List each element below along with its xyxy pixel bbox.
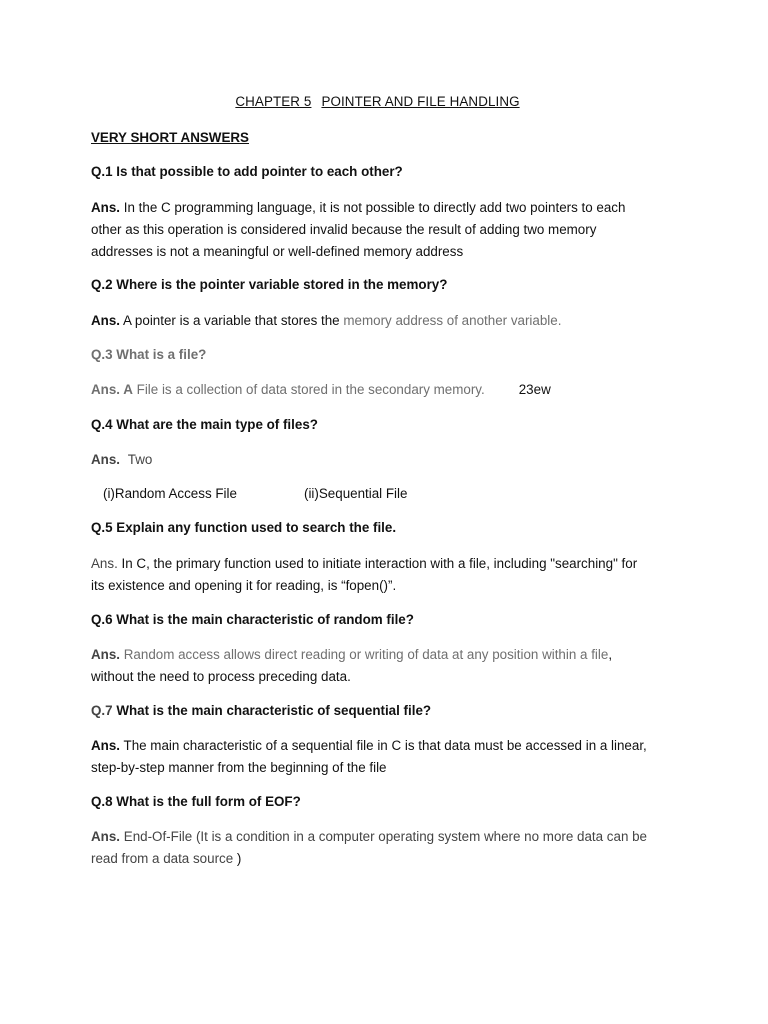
- section-heading: VERY SHORT ANSWERS: [91, 130, 249, 145]
- answer-text-grey: memory address of another variable.: [343, 313, 562, 328]
- answer-text: In C, the primary function used to initiate interaction with a file, including "searching" for: [121, 556, 638, 571]
- answer-7-line-2: step-by-step manner from the beginning of the file: [91, 760, 387, 775]
- question-8: Q.8 What is the full form of EOF?: [91, 794, 301, 809]
- answer-3: [91, 379, 551, 401]
- question-3: Q.3 What is a file?: [91, 347, 207, 362]
- chapter-title: [0, 94, 755, 109]
- answer-4-option-1: (i)Random Access File: [103, 486, 237, 501]
- answer-extra-text: 23ew: [518, 382, 551, 397]
- answer-5-line-2: its existence and opening it for reading, is “fopen()”.: [91, 578, 397, 593]
- answer-label: Ans.: [91, 452, 121, 467]
- answer-text: End-Of-File (It is a condition in a computer operating system where no more data can be: [123, 829, 648, 844]
- answer-4: [91, 449, 152, 471]
- answer-text: In the C programming language, it is not possible to directly add two pointers to each: [123, 200, 626, 215]
- answer-8-line-2: [91, 848, 241, 870]
- answer-text: read from a data source: [91, 851, 234, 866]
- answer-text: A pointer is a variable that stores the: [123, 313, 340, 328]
- answer-2: [91, 310, 561, 332]
- answer-1-line-2: other as this operation is considered invalid because the result of adding two memory: [91, 222, 597, 237]
- answer-close-paren: ): [236, 851, 242, 866]
- answer-text-grey: Random access allows direct reading or writing of data at any position within a file: [123, 647, 609, 662]
- question-1: Q.1 Is that possible to add pointer to each other?: [91, 164, 403, 179]
- answer-label: Ans.: [91, 738, 121, 753]
- answer-6-line-1: [91, 644, 612, 666]
- question-5: Q.5 Explain any function used to search the file.: [91, 520, 397, 535]
- question-text: What is the main characteristic of sequential file?: [116, 703, 432, 718]
- answer-comma: ,: [608, 647, 613, 662]
- answer-label: Ans. A: [91, 382, 133, 397]
- question-4: Q.4 What are the main type of files?: [91, 417, 318, 432]
- chapter-name: POINTER AND FILE HANDLING: [321, 94, 520, 109]
- chapter-number: CHAPTER 5: [235, 94, 312, 109]
- answer-label: Ans.: [91, 647, 121, 662]
- answer-7-line-1: [91, 735, 647, 757]
- answer-text: Two: [127, 452, 153, 467]
- question-number: Q.7: [91, 703, 113, 718]
- answer-5-line-1: [91, 553, 637, 575]
- answer-8-line-1: [91, 826, 647, 848]
- answer-text: The main characteristic of a sequential file in C is that data must be accessed in a linear,: [123, 738, 647, 753]
- answer-4-option-2: (ii)Sequential File: [304, 486, 408, 501]
- answer-label: Ans.: [91, 200, 121, 215]
- answer-label: Ans.: [91, 313, 121, 328]
- question-6: Q.6 What is the main characteristic of random file?: [91, 612, 414, 627]
- question-2: Q.2 Where is the pointer variable stored in the memory?: [91, 277, 448, 292]
- answer-label: Ans.: [91, 556, 118, 571]
- answer-6-line-2: without the need to process preceding data.: [91, 669, 351, 684]
- answer-text-grey: File is a collection of data stored in the secondary memory.: [136, 382, 485, 397]
- question-7: [91, 700, 431, 722]
- answer-1-line-1: [91, 197, 625, 219]
- answer-label: Ans.: [91, 829, 121, 844]
- answer-1-line-3: addresses is not a meaningful or well-defined memory address: [91, 244, 464, 259]
